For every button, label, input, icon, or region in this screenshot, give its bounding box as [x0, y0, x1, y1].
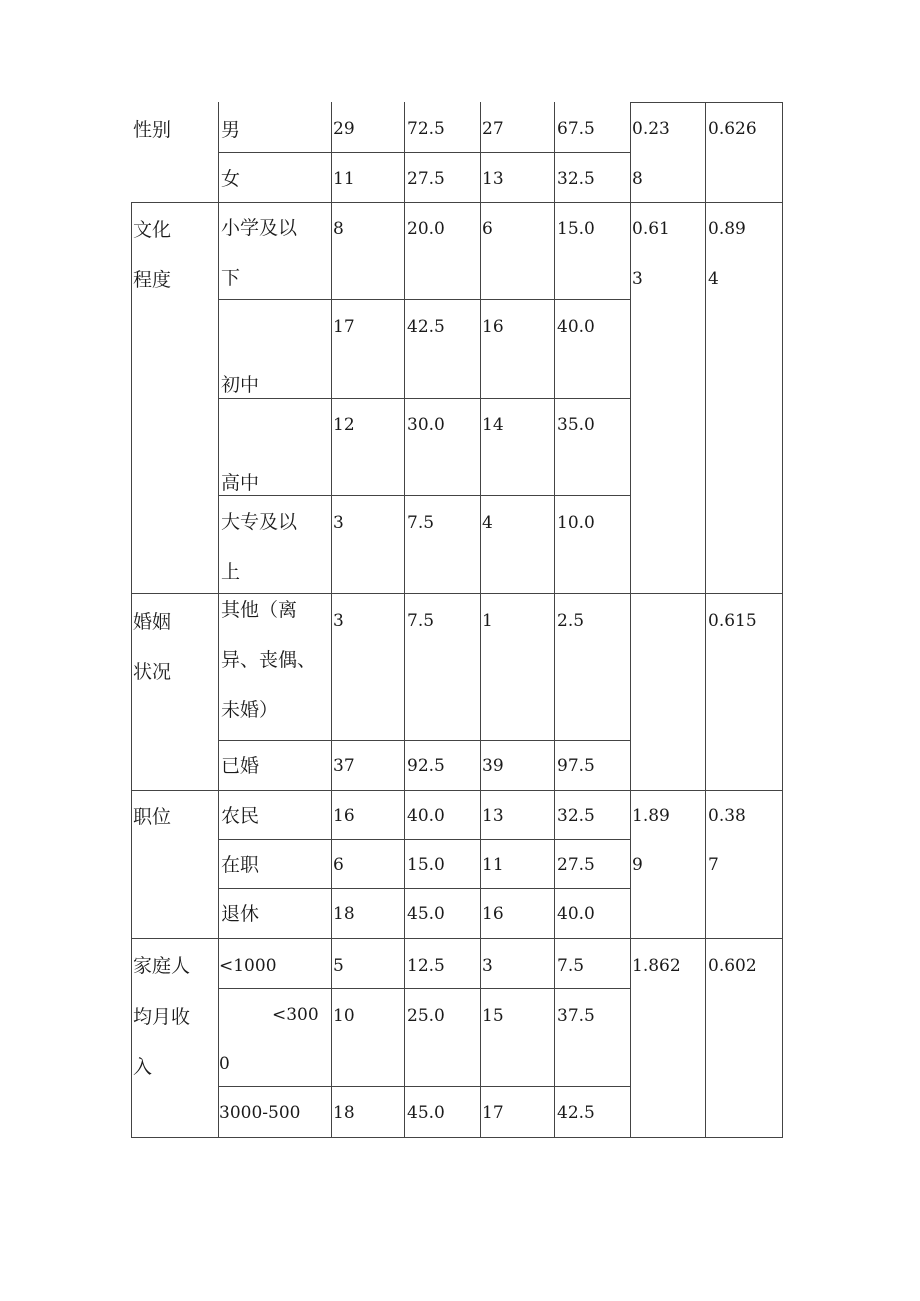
- table-row-divider: [131, 593, 783, 594]
- cell-value: 8: [333, 219, 344, 239]
- p-value: 0.38: [708, 806, 746, 826]
- table-row-divider: [218, 152, 631, 153]
- table-row-divider: [218, 740, 631, 741]
- row-label: 大专及以: [221, 511, 298, 533]
- row-label: 其他（离: [221, 599, 298, 621]
- p-value: 0.89: [708, 219, 746, 239]
- table-border-right: [782, 102, 783, 1138]
- cell-value: 16: [482, 904, 504, 924]
- cell-value: 20.0: [407, 219, 445, 239]
- cell-value: 3: [333, 611, 344, 631]
- p-value: 7: [708, 855, 719, 875]
- cell-value: 13: [482, 169, 504, 189]
- cell-value: 40.0: [407, 806, 445, 826]
- table-border-left: [131, 203, 132, 1138]
- row-label: 0: [219, 1054, 230, 1074]
- row-label: 在职: [221, 854, 260, 876]
- cell-value: 15: [482, 1006, 504, 1026]
- cell-value: 37: [333, 756, 355, 776]
- cell-value: 35.0: [557, 415, 595, 435]
- cell-value: 45.0: [407, 1103, 445, 1123]
- cell-value: 6: [333, 855, 344, 875]
- cell-value: 11: [333, 169, 355, 189]
- cell-value: 14: [482, 415, 504, 435]
- p-value: 1.862: [632, 956, 681, 976]
- p-value: 8: [632, 169, 643, 189]
- table-column-divider: [404, 102, 405, 1138]
- cell-value: 10.0: [557, 513, 595, 533]
- cell-value: 4: [482, 513, 493, 533]
- cell-value: 7.5: [557, 956, 585, 976]
- cell-value: 39: [482, 756, 504, 776]
- cell-value: 25.0: [407, 1006, 445, 1026]
- cell-value: 72.5: [407, 119, 445, 139]
- p-value: 0.23: [632, 119, 670, 139]
- cell-value: 6: [482, 219, 493, 239]
- table-column-divider: [554, 102, 555, 1138]
- row-label: 高中: [221, 472, 260, 494]
- cell-value: 12: [333, 415, 355, 435]
- table-row-divider: [131, 938, 783, 939]
- group-label: 家庭人: [133, 955, 191, 977]
- cell-value: 17: [482, 1103, 504, 1123]
- cell-value: 3: [482, 956, 493, 976]
- cell-value: 5: [333, 956, 344, 976]
- cell-value: 15.0: [407, 855, 445, 875]
- group-label: 状况: [133, 661, 172, 683]
- table-column-divider: [480, 102, 481, 1138]
- cell-value: 27: [482, 119, 504, 139]
- table-row-divider: [131, 790, 783, 791]
- cell-value: 1: [482, 611, 493, 631]
- p-value: 0.602: [708, 956, 757, 976]
- cell-value: 2.5: [557, 611, 585, 631]
- group-label: 性别: [133, 119, 172, 141]
- table-column-divider: [705, 102, 706, 1138]
- cell-value: 17: [333, 317, 355, 337]
- cell-value: 30.0: [407, 415, 445, 435]
- cell-value: 7.5: [407, 611, 435, 631]
- table-row-divider: [218, 988, 631, 989]
- row-label: 男: [221, 119, 241, 141]
- table-column-divider: [218, 102, 219, 1138]
- p-value: 1.89: [632, 806, 670, 826]
- cell-value: 42.5: [557, 1103, 595, 1123]
- cell-value: 32.5: [557, 169, 595, 189]
- group-label: 程度: [133, 269, 172, 291]
- row-label: 上: [221, 561, 241, 583]
- cell-value: 40.0: [557, 904, 595, 924]
- cell-value: 3: [333, 513, 344, 533]
- cell-value: 18: [333, 904, 355, 924]
- p-value: 9: [632, 855, 643, 875]
- cell-value: 16: [333, 806, 355, 826]
- table-row-divider: [218, 888, 631, 889]
- row-label: 初中: [221, 374, 260, 396]
- cell-value: 29: [333, 119, 355, 139]
- table-row-divider: [218, 1086, 631, 1087]
- row-label: 3000-500: [219, 1103, 301, 1123]
- cell-value: 16: [482, 317, 504, 337]
- cell-value: 11: [482, 855, 504, 875]
- table-column-divider: [331, 102, 332, 1138]
- p-value: 3: [632, 269, 643, 289]
- row-label: 小学及以: [221, 217, 298, 239]
- row-label: 未婚）: [221, 699, 279, 721]
- table-row-divider: [131, 202, 783, 203]
- row-label: 女: [221, 168, 241, 190]
- cell-value: 13: [482, 806, 504, 826]
- table-row-divider: [218, 398, 631, 399]
- table-row-divider: [218, 839, 631, 840]
- table-column-divider: [630, 102, 631, 1138]
- cell-value: 97.5: [557, 756, 595, 776]
- cell-value: 92.5: [407, 756, 445, 776]
- row-label: <300: [272, 1005, 319, 1025]
- cell-value: 18: [333, 1103, 355, 1123]
- cell-value: 37.5: [557, 1006, 595, 1026]
- p-value: 0.615: [708, 611, 757, 631]
- cell-value: 12.5: [407, 956, 445, 976]
- group-label: 婚姻: [133, 611, 172, 633]
- cell-value: 67.5: [557, 119, 595, 139]
- table-row-divider: [218, 299, 631, 300]
- cell-value: 15.0: [557, 219, 595, 239]
- cell-value: 7.5: [407, 513, 435, 533]
- table-row-divider: [630, 102, 783, 103]
- p-value: 4: [708, 269, 719, 289]
- cell-value: 42.5: [407, 317, 445, 337]
- row-label: 已婚: [221, 755, 260, 777]
- row-label: 退休: [221, 903, 260, 925]
- p-value: 0.626: [708, 119, 757, 139]
- cell-value: 27.5: [557, 855, 595, 875]
- group-label: 入: [133, 1056, 153, 1078]
- group-label: 文化: [133, 219, 172, 241]
- group-label: 职位: [133, 806, 172, 828]
- cell-value: 27.5: [407, 169, 445, 189]
- cell-value: 40.0: [557, 317, 595, 337]
- row-label: 异、丧偶、: [221, 649, 317, 671]
- cell-value: 32.5: [557, 806, 595, 826]
- group-label: 均月收: [133, 1006, 191, 1028]
- table-row-divider: [218, 495, 631, 496]
- row-label: 农民: [221, 805, 260, 827]
- row-label: 下: [221, 267, 241, 289]
- cell-value: 45.0: [407, 904, 445, 924]
- row-label: <1000: [219, 956, 277, 976]
- table-border-bottom: [131, 1137, 783, 1138]
- p-value: 0.61: [632, 219, 670, 239]
- cell-value: 10: [333, 1006, 355, 1026]
